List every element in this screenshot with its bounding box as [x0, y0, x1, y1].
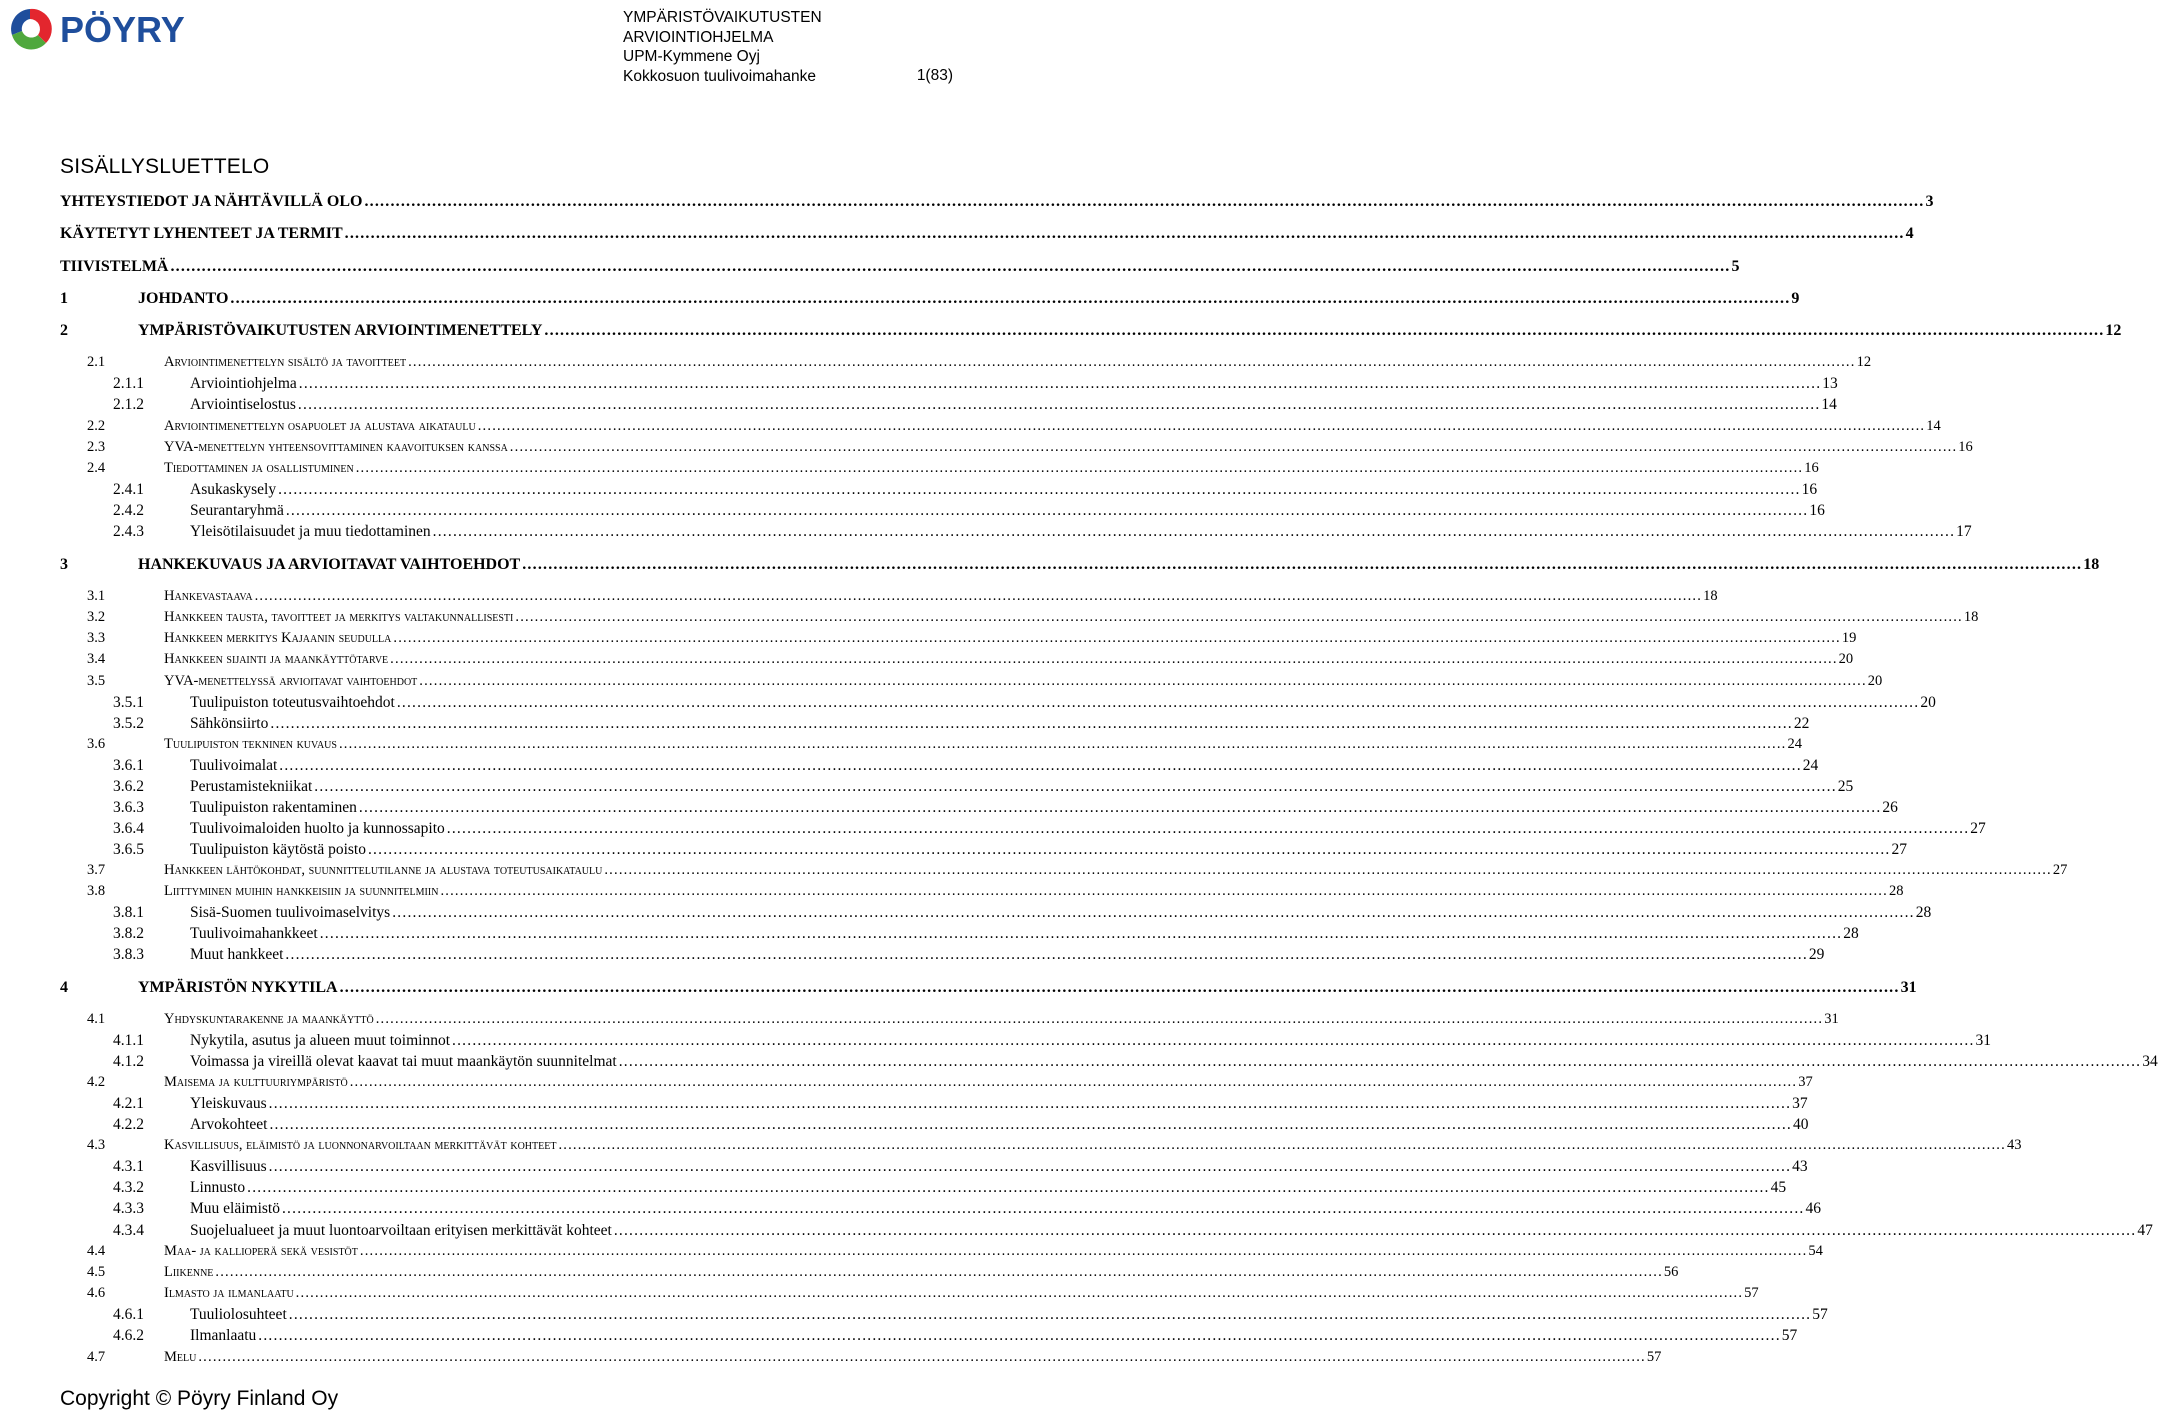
toc-entry[interactable] — [60, 523, 1972, 543]
toc-entry-label: Muut hankkeet — [190, 946, 284, 963]
toc-entry[interactable] — [60, 904, 1932, 924]
toc-entry-number: 2.3 — [87, 439, 106, 455]
toc-entry-page: 22 — [1793, 715, 1810, 732]
toc-entry-label: Tuuliolosuhteet — [190, 1306, 287, 1323]
dot-leader: ............................................................................................................................................................................................................................................................................................................ — [288, 1306, 1812, 1323]
toc-entry[interactable] — [60, 1327, 1798, 1347]
dot-leader: ............................................................................................................................................................................................................................................................................................................ — [270, 715, 1793, 732]
toc-entry[interactable] — [60, 588, 1718, 608]
toc-entry-page: 25 — [1837, 778, 1854, 795]
toc-entry-label: Arviointimenettelyn sisältö ja tavoitteet — [164, 354, 407, 370]
toc-entry-label: Hankkeen merkitys Kajaanin seudulla — [164, 630, 392, 646]
toc-entry-label: Hankkeen lähtökohdat, suunnittelutilanne ja alustava toteutusaikataulu — [164, 862, 603, 878]
header-project: Kokkosuon tuulivoimahanke — [623, 67, 817, 85]
toc-title: SISÄLLYSLUETTELO — [60, 155, 270, 178]
toc-entry-page: 57 — [1646, 1349, 1662, 1365]
toc-entry-number: 3 — [60, 556, 68, 573]
toc-entry-label: YVA-menettelyn yhteensovittaminen kaavoituksen kanssa — [164, 439, 508, 455]
toc-entry-number: 3.3 — [87, 630, 106, 646]
toc-entry-page: 18 — [1963, 609, 1979, 625]
toc-entry-label: Hankevastaava — [164, 588, 253, 604]
toc-entry[interactable] — [60, 925, 1859, 945]
toc-entry-page: 17 — [1956, 523, 1972, 540]
toc-entry-number: 3.4 — [87, 651, 106, 667]
toc-entry-page: 4 — [1905, 225, 1914, 242]
copyright-footer: Copyright © Pöyry Finland Oy — [60, 1387, 339, 1410]
toc-entry-number: 2.1.1 — [113, 375, 144, 392]
toc-entry[interactable] — [60, 1285, 1759, 1305]
toc-entry[interactable] — [60, 354, 1872, 374]
toc-entry-page: 37 — [1798, 1074, 1813, 1090]
toc-entry[interactable] — [60, 1116, 1809, 1136]
toc-entry-label: Maisema ja kulttuuriympäristö — [164, 1074, 348, 1090]
toc-entry-page: 24 — [1802, 757, 1819, 774]
toc-entry[interactable] — [60, 1032, 1992, 1052]
dot-leader: ............................................................................................................................................................................................................................................................................................................ — [392, 904, 1915, 921]
toc-entry[interactable] — [60, 556, 2100, 576]
toc-entry-page: 43 — [1792, 1158, 1808, 1175]
toc-entry-number: 2.4 — [87, 460, 106, 476]
toc-entry-label: Arviointiohjelma — [190, 375, 297, 392]
dot-leader: ............................................................................................................................................................................................................................................................................................................ — [544, 322, 2105, 339]
dot-leader: ............................................................................................................................................................................................................................................................................................................ — [297, 396, 1821, 413]
toc-entry-number: 3.5.1 — [113, 694, 144, 711]
toc-entry-number: 2 — [60, 322, 68, 339]
toc-entry-number: 3.6.2 — [113, 778, 144, 795]
toc-entry-page: 31 — [1824, 1011, 1839, 1027]
toc-entry-label: Yhdyskuntarakenne ja maankäyttö — [164, 1011, 374, 1027]
toc-entry-page: 16 — [1809, 502, 1825, 519]
dot-leader: ............................................................................................................................................................................................................................................................................................................ — [170, 258, 1731, 275]
toc-entry-label: Ilmasto ja ilmanlaatu — [164, 1285, 294, 1301]
toc-entry-page: 29 — [1808, 946, 1825, 963]
toc-entry-number: 3.2 — [87, 609, 106, 625]
toc-entry-label: YVA-menettelyssä arvioitavat vaihtoehdot — [164, 673, 418, 689]
dot-leader: ............................................................................................................................................................................................................................................................................................................ — [446, 820, 1970, 837]
toc-entry-label: Seurantaryhmä — [190, 502, 284, 519]
toc-entry-page: 16 — [1801, 481, 1818, 498]
toc-entry-label: JOHDANTO — [138, 290, 229, 307]
toc-entry-number: 3.7 — [87, 862, 106, 878]
toc-entry[interactable] — [60, 609, 1979, 629]
dot-leader: ............................................................................................................................................................................................................................................................................................................ — [285, 946, 1808, 963]
toc-entry[interactable] — [60, 290, 1800, 310]
dot-leader: ............................................................................................................................................................................................................................................................................................................ — [419, 673, 1867, 689]
toc-entry-page: 57 — [1781, 1327, 1798, 1344]
toc-entry[interactable] — [60, 1306, 1828, 1326]
toc-entry-label: TIIVISTELMÄ — [60, 258, 169, 275]
toc-entry-label: Hankkeen tausta, tavoitteet ja merkitys valtakunnallisesti — [164, 609, 514, 625]
toc-entry-label: Tuulivoimalat — [190, 757, 278, 774]
toc-entry-label: Arviointiselostus — [190, 396, 296, 413]
header-title-line1: YMPÄRISTÖVAIKUTUSTEN — [623, 9, 822, 26]
toc-entry-label: Arviointimenettelyn osapuolet ja alustava aikataulu — [164, 418, 476, 434]
toc-entry[interactable] — [60, 736, 1802, 756]
dot-leader: ............................................................................................................................................................................................................................................................................................................ — [515, 609, 1963, 625]
toc-entry-number: 3.6 — [87, 736, 106, 752]
toc-entry-number: 2.4.3 — [113, 523, 144, 540]
toc-entry-page: 26 — [1882, 799, 1898, 816]
toc-entry-number: 4.3.1 — [113, 1158, 144, 1175]
toc-entry-label: Kasvillisuus, eläimistö ja luonnonarvoiltaan merkittävät kohteet — [164, 1137, 557, 1153]
toc-entry-page: 12 — [2105, 322, 2122, 339]
toc-entry-number: 1 — [60, 290, 68, 307]
toc-entry-page: 54 — [1808, 1243, 1823, 1259]
toc-entry-page: 14 — [1926, 418, 1941, 434]
dot-leader: ............................................................................................................................................................................................................................................................................................................ — [613, 1222, 2137, 1239]
toc-entry[interactable] — [60, 1053, 2158, 1073]
dot-leader: ............................................................................................................................................................................................................................................................................................................ — [344, 225, 1905, 242]
toc-entry-page: 57 — [1744, 1285, 1759, 1301]
header-client: UPM-Kymmene Oyj — [623, 48, 760, 65]
toc-entry-label: Liikenne — [164, 1264, 214, 1280]
dot-leader: ............................................................................................................................................................................................................................................................................................................ — [509, 439, 1958, 455]
toc-entry[interactable] — [60, 651, 1854, 671]
toc-entry-number: 4.1.1 — [113, 1032, 144, 1049]
toc-entry-number: 2.1 — [87, 354, 106, 370]
dot-leader: ............................................................................................................................................................................................................................................................................................................ — [298, 375, 1822, 392]
toc-entry-number: 4.6.2 — [113, 1327, 144, 1344]
dot-leader: ............................................................................................................................................................................................................................................................................................................ — [295, 1285, 1744, 1301]
toc-entry[interactable] — [60, 193, 1934, 213]
toc-entry-number: 3.8 — [87, 883, 106, 899]
dot-leader: ............................................................................................................................................................................................................................................................................................................ — [247, 1179, 1770, 1196]
toc-entry[interactable] — [60, 1264, 1679, 1284]
toc-entry[interactable] — [60, 1158, 1808, 1178]
dot-leader: ............................................................................................................................................................................................................................................................................................................ — [452, 1032, 1975, 1049]
toc-entry-page: 9 — [1791, 290, 1800, 307]
toc-entry-page: 31 — [1975, 1032, 1992, 1049]
dot-leader: ............................................................................................................................................................................................................................................................................................................ — [618, 1053, 2142, 1070]
toc-entry-label: Tuulipuiston rakentaminen — [190, 799, 357, 816]
toc-entry-page: 46 — [1805, 1200, 1821, 1217]
dot-leader: ............................................................................................................................................................................................................................................................................................................ — [390, 651, 1838, 667]
toc-entry-page: 24 — [1787, 736, 1802, 752]
toc-entry[interactable] — [60, 322, 2122, 342]
toc-entry-number: 2.4.2 — [113, 502, 144, 519]
dot-leader: ............................................................................................................................................................................................................................................................................................................ — [358, 799, 1882, 816]
toc-entry-number: 3.8.1 — [113, 904, 144, 921]
toc-entry-page: 19 — [1841, 630, 1857, 646]
toc-entry-label: Asukaskysely — [190, 481, 277, 498]
toc-entry-label: Maa- ja kallioperä sekä vesistöt — [164, 1243, 358, 1259]
toc-entry[interactable] — [60, 979, 1917, 999]
toc-entry-number: 4.2 — [87, 1074, 106, 1090]
toc-entry[interactable] — [60, 375, 1838, 395]
toc-entry[interactable] — [60, 799, 1898, 819]
toc-entry-label: Melu — [164, 1349, 197, 1365]
toc-entry-page: 57 — [1812, 1306, 1828, 1323]
toc-entry-page: 20 — [1867, 673, 1883, 689]
toc-entry-label: Sisä-Suomen tuulivoimaselvitys — [190, 904, 391, 921]
toc-entry-label: YHTEYSTIEDOT JA NÄHTÄVILLÄ OLO — [60, 193, 363, 210]
toc-entry-label: Sähkönsiirto — [190, 715, 269, 732]
toc-entry-number: 2.2 — [87, 418, 106, 434]
page-number: 1(83) — [916, 67, 953, 84]
toc-entry[interactable] — [60, 715, 1810, 735]
toc-entry-page: 28 — [1915, 904, 1932, 921]
toc-entry-page: 47 — [2137, 1222, 2153, 1239]
header-title-line2: ARVIOINTIOHJELMA — [623, 28, 774, 46]
toc-entry[interactable] — [60, 778, 1854, 798]
toc-entry-page: 18 — [1703, 588, 1718, 604]
toc-entry[interactable] — [60, 862, 2068, 882]
toc-entry-number: 4.5 — [87, 1264, 106, 1280]
toc-entry-number: 4.3.4 — [113, 1222, 144, 1239]
toc-entry-page: 27 — [1970, 820, 1986, 837]
toc-entry-number: 2.1.2 — [113, 396, 144, 413]
dot-leader: ............................................................................................................................................................................................................................................................................................................ — [604, 862, 2052, 878]
toc-entry-page: 27 — [1891, 841, 1907, 858]
toc-entry-label: Hankkeen sijainti ja maankäyttötarve — [164, 651, 389, 667]
toc-entry-label: YMPÄRISTÖN NYKYTILA — [138, 979, 338, 996]
toc-entry-page: 13 — [1822, 375, 1838, 392]
dot-leader: ............................................................................................................................................................................................................................................................................................................ — [281, 1200, 1805, 1217]
dot-leader: ............................................................................................................................................................................................................................................................................................................ — [338, 736, 1787, 752]
toc-entry-label: Linnusto — [190, 1179, 246, 1196]
toc-entry-number: 4.1.2 — [113, 1053, 144, 1070]
toc-entry-number: 4.7 — [87, 1349, 106, 1365]
toc-entry-page: 37 — [1792, 1095, 1808, 1112]
toc-entry-label: Tuulipuiston käytöstä poisto — [190, 841, 366, 858]
toc-entry-number: 4.6 — [87, 1285, 106, 1301]
toc-entry[interactable] — [60, 630, 1857, 650]
toc-entry-number: 3.5 — [87, 673, 106, 689]
dot-leader: ............................................................................................................................................................................................................................................................................................................ — [558, 1137, 2006, 1153]
toc-entry[interactable] — [60, 883, 1904, 903]
toc-entry[interactable] — [60, 439, 1973, 459]
toc-entry-number: 4.3.3 — [113, 1200, 144, 1217]
toc-entry-page: 40 — [1792, 1116, 1809, 1133]
dot-leader: ............................................................................................................................................................................................................................................................................................................ — [278, 481, 1801, 498]
toc-entry-page: 43 — [2006, 1137, 2022, 1153]
toc-entry-label: Ilmanlaatu — [190, 1327, 257, 1344]
toc-entry[interactable] — [60, 460, 1819, 480]
toc-entry[interactable] — [60, 673, 1883, 693]
toc-entry-number: 4.6.1 — [113, 1306, 144, 1323]
dot-leader: ............................................................................................................................................................................................................................................................................................................ — [393, 630, 1841, 646]
toc-entry-page: 28 — [1843, 925, 1859, 942]
toc-entry[interactable] — [60, 1243, 1823, 1263]
toc-entry[interactable] — [60, 1074, 1813, 1094]
dot-leader: ............................................................................................................................................................................................................................................................................................................ — [367, 841, 1891, 858]
toc-entry-number: 3.8.3 — [113, 946, 144, 963]
toc-entry-page: 34 — [2142, 1053, 2158, 1070]
toc-entry-label: Yleiskuvaus — [190, 1095, 267, 1112]
toc-entry-page: 20 — [1920, 694, 1936, 711]
toc-entry-number: 4.1 — [87, 1011, 106, 1027]
toc-entry-number: 4.2.2 — [113, 1116, 144, 1133]
toc-entry-number: 3.6.3 — [113, 799, 144, 816]
toc-entry[interactable] — [60, 418, 1941, 438]
toc-entry[interactable] — [60, 225, 1914, 245]
dot-leader: ............................................................................................................................................................................................................................................................................................................ — [477, 418, 1926, 434]
toc-entry-label: Suojelualueet ja muut luontoarvoiltaan erityisen merkittävät kohteet — [190, 1222, 612, 1239]
toc-entry[interactable] — [60, 1095, 1808, 1115]
toc-entry-number: 3.6.5 — [113, 841, 144, 858]
toc-entry-label: Muu eläimistö — [190, 1200, 280, 1217]
toc-entry-page: 27 — [2052, 862, 2068, 878]
dot-leader: ............................................................................................................................................................................................................................................................................................................ — [268, 1095, 1792, 1112]
toc-entry-page: 12 — [1856, 354, 1872, 370]
toc-entry-page: 45 — [1770, 1179, 1787, 1196]
toc-entry-number: 4 — [60, 979, 68, 996]
dot-leader: ............................................................................................................................................................................................................................................................................................................ — [375, 1011, 1824, 1027]
toc-entry[interactable] — [60, 820, 1986, 840]
toc-entry-page: 16 — [1958, 439, 1973, 455]
dot-leader: ............................................................................................................................................................................................................................................................................................................ — [254, 588, 1703, 604]
dot-leader: ............................................................................................................................................................................................................................................................................................................ — [314, 778, 1837, 795]
dot-leader: ............................................................................................................................................................................................................................................................................................................ — [215, 1264, 1663, 1280]
toc-entry-page: 5 — [1731, 258, 1740, 275]
toc-entry[interactable] — [60, 481, 1818, 501]
toc-entry-number: 3.6.1 — [113, 757, 144, 774]
toc-entry-number: 4.2.1 — [113, 1095, 144, 1112]
toc-entry[interactable] — [60, 694, 1936, 714]
toc-entry-label: YMPÄRISTÖVAIKUTUSTEN ARVIOINTIMENETTELY — [138, 322, 543, 339]
dot-leader: ............................................................................................................................................................................................................................................................................................................ — [285, 502, 1809, 519]
toc-entry-page: 20 — [1838, 651, 1854, 667]
toc-entry-label: Tuulipuiston tekninen kuvaus — [164, 736, 337, 752]
toc-entry-number: 2.4.1 — [113, 481, 144, 498]
dot-leader: ............................................................................................................................................................................................................................................................................................................ — [349, 1074, 1798, 1090]
toc-entry[interactable] — [60, 396, 1837, 416]
toc-entry-label: Liittyminen muihin hankkeisiin ja suunnitelmiin — [164, 883, 439, 899]
toc-entry[interactable] — [60, 1200, 1821, 1220]
dot-leader: ............................................................................................................................................................................................................................................................................................................ — [396, 694, 1920, 711]
toc-entry[interactable] — [60, 757, 1819, 777]
toc-entry-label: HANKEKUVAUS JA ARVIOITAVAT VAIHTOEHDOT — [138, 556, 521, 573]
dot-leader: ............................................................................................................................................................................................................................................................................................................ — [319, 925, 1843, 942]
toc-entry-number: 3.6.4 — [113, 820, 144, 837]
toc-entry[interactable] — [60, 502, 1825, 522]
toc-entry-label: Tuulivoimaloiden huolto ja kunnossapito — [190, 820, 445, 837]
dot-leader: ............................................................................................................................................................................................................................................................................................................ — [279, 757, 1802, 774]
toc-entry-number: 4.4 — [87, 1243, 106, 1259]
toc-entry-label: Arvokohteet — [190, 1116, 268, 1133]
toc-entry[interactable] — [60, 1349, 1662, 1369]
toc-entry-label: Tuulipuiston toteutusvaihtoehdot — [190, 694, 395, 711]
toc-entry-label: Nykytila, asutus ja alueen muut toiminnot — [190, 1032, 451, 1049]
toc-entry-number: 4.3 — [87, 1137, 106, 1153]
dot-leader: ............................................................................................................................................................................................................................................................................................................ — [355, 460, 1804, 476]
dot-leader: ............................................................................................................................................................................................................................................................................................................ — [230, 290, 1791, 307]
toc-entry-label: Perustamistekniikat — [190, 778, 313, 795]
dot-leader: ............................................................................................................................................................................................................................................................................................................ — [198, 1349, 1646, 1365]
toc-entry[interactable] — [60, 1137, 2022, 1157]
toc-entry-number: 3.1 — [87, 588, 106, 604]
dot-leader: ............................................................................................................................................................................................................................................................................................................ — [268, 1158, 1792, 1175]
toc-entry-page: 3 — [1925, 193, 1934, 210]
toc-entry-label: Yleisötilaisuudet ja muu tiedottaminen — [190, 523, 431, 540]
dot-leader: ............................................................................................................................................................................................................................................................................................................ — [269, 1116, 1792, 1133]
toc-entry-label: KÄYTETYT LYHENTEET JA TERMIT — [60, 225, 343, 242]
toc-entry-page: 18 — [2083, 556, 2100, 573]
toc-entry[interactable] — [60, 1222, 2153, 1242]
toc-entry-page: 56 — [1663, 1264, 1679, 1280]
toc-entry-number: 4.3.2 — [113, 1179, 144, 1196]
dot-leader: ............................................................................................................................................................................................................................................................................................................ — [440, 883, 1888, 899]
toc-entry-label: Tiedottaminen ja osallistuminen — [164, 460, 354, 476]
toc-entry-label: Kasvillisuus — [190, 1158, 267, 1175]
dot-leader: ............................................................................................................................................................................................................................................................................................................ — [359, 1243, 1808, 1259]
dot-leader: ............................................................................................................................................................................................................................................................................................................ — [258, 1327, 1781, 1344]
toc-entry-page: 31 — [1900, 979, 1917, 996]
toc-entry[interactable] — [60, 841, 1907, 861]
toc-entry-label: Voimassa ja vireillä olevat kaavat tai muut maankäytön suunnitelmat — [190, 1053, 617, 1070]
dot-leader: ............................................................................................................................................................................................................................................................................................................ — [339, 979, 1900, 996]
toc-entry-page: 16 — [1804, 460, 1819, 476]
dot-leader: ............................................................................................................................................................................................................................................................................................................ — [432, 523, 1956, 540]
logo-wordmark: PÖYRY — [60, 9, 185, 50]
dot-leader: ............................................................................................................................................................................................................................................................................................................ — [408, 354, 1856, 370]
dot-leader: ............................................................................................................................................................................................................................................................................................................ — [522, 556, 2083, 573]
toc-entry-label: Tuulivoimahankkeet — [190, 925, 318, 942]
toc-entry-number: 3.5.2 — [113, 715, 144, 732]
toc-entry-number: 3.8.2 — [113, 925, 144, 942]
toc-entry[interactable] — [60, 946, 1825, 966]
toc-entry[interactable] — [60, 1011, 1839, 1031]
toc-entry-page: 14 — [1821, 396, 1837, 413]
toc-entry[interactable] — [60, 1179, 1787, 1199]
toc-entry-page: 28 — [1888, 883, 1904, 899]
toc-entry[interactable] — [60, 258, 1740, 278]
dot-leader: ............................................................................................................................................................................................................................................................................................................ — [364, 193, 1925, 210]
